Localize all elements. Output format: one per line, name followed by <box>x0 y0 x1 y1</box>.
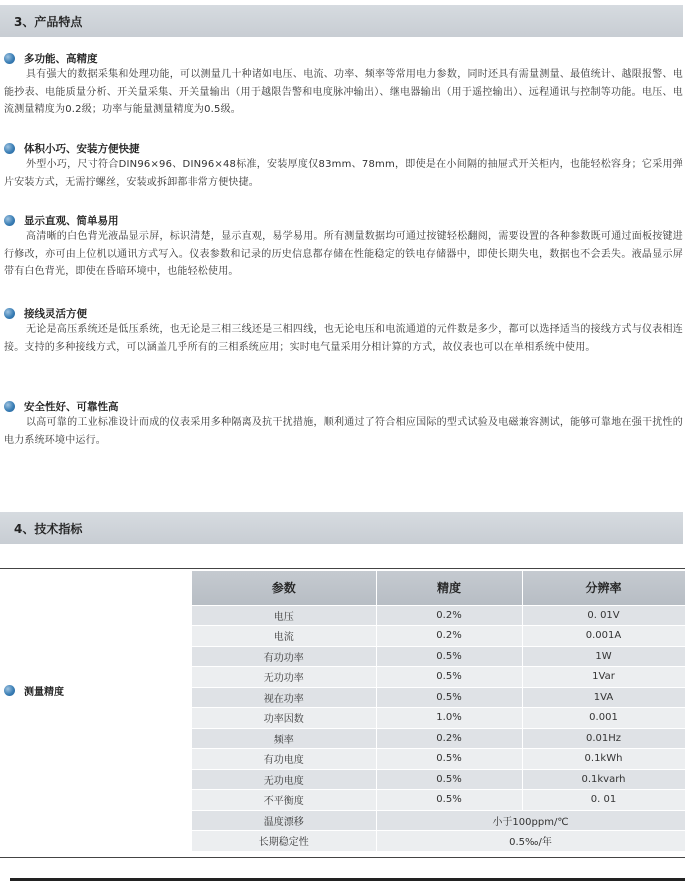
bullet-icon <box>4 685 15 696</box>
cell-accuracy: 0.5% <box>376 749 522 770</box>
cell-resolution: 0.001A <box>522 626 685 647</box>
cell-accuracy: 0.5% <box>376 646 522 667</box>
table-row <box>192 749 685 770</box>
cell-param: 无功功率 <box>192 667 376 688</box>
cell-accuracy: 0.5% <box>376 790 522 811</box>
feature-block <box>0 305 685 356</box>
bullet-icon <box>4 308 15 319</box>
feature-block <box>0 212 685 281</box>
cell-resolution: 0. 01 <box>522 790 685 811</box>
spec-table <box>192 571 685 852</box>
cell-resolution: 1VA <box>522 687 685 708</box>
cell-merged-value: 小于100ppm/℃ <box>376 810 685 831</box>
feature-body: 高清晰的白色背光液晶显示屏，标识清楚，显示直观，易学易用。所有测量数据均可通过按键轻松翻阅，需要设置的各种参数既可通过面板按键进行修改，亦可由上位机以通讯方式写入。仪表参数和记录的历史信息都存储在性能稳定的铁电存储器中，即使长期失电，数据也不会丢失。液晶显示屏带有白色背光，即使在昏暗环境中，也能轻松使用。 <box>4 231 683 277</box>
feature-body: 具有强大的数据采集和处理功能，可以测量几十种诸如电压、电流、功率、频率等常用电力参数，同时还具有需量测量、最值统计、越限报警、电能抄表、电能质量分析、开关量采集、开关量输出（用于越限告警和电度脉冲输出）、继电器输出（用于遥控输出）、远程通讯与控制等功能。电压、电流测量精度为0.2级；功率与能量测量精度为0.5级。 <box>4 69 683 115</box>
section-header-product-features <box>0 5 683 37</box>
section-title: 3、产品特点 <box>14 14 83 29</box>
feature-title: 安全性好、可靠性高 <box>24 400 119 413</box>
cell-accuracy: 0.5% <box>376 687 522 708</box>
section-header-tech-specs <box>0 512 683 544</box>
table-row <box>192 605 685 626</box>
cell-param: 长期稳定性 <box>192 831 376 852</box>
feature-block <box>0 50 685 119</box>
cell-param: 有功电度 <box>192 749 376 770</box>
bullet-icon <box>4 215 15 226</box>
cell-accuracy: 0.5% <box>376 769 522 790</box>
table-row <box>192 646 685 667</box>
cell-resolution: 0.1kvarh <box>522 769 685 790</box>
feature-title: 多功能、高精度 <box>24 52 98 65</box>
header-accuracy: 精度 <box>376 571 522 605</box>
table-top-rule <box>0 568 685 569</box>
table-header-row <box>192 571 685 605</box>
table-row <box>192 667 685 688</box>
cell-resolution: 0.001 <box>522 708 685 729</box>
table-row <box>192 626 685 647</box>
table-bottom-rule <box>0 857 685 858</box>
spec-row-label <box>0 682 64 698</box>
table-row <box>192 790 685 811</box>
feature-title: 体积小巧、安装方便快捷 <box>24 142 140 155</box>
footer-rule <box>10 878 685 881</box>
cell-resolution: 1W <box>522 646 685 667</box>
header-resolution: 分辨率 <box>522 571 685 605</box>
cell-param: 有功功率 <box>192 646 376 667</box>
feature-title: 显示直观、简单易用 <box>24 214 119 227</box>
bullet-icon <box>4 401 15 412</box>
cell-param: 电流 <box>192 626 376 647</box>
table-row-merged <box>192 831 685 852</box>
cell-param: 电压 <box>192 605 376 626</box>
table-row <box>192 769 685 790</box>
cell-param: 频率 <box>192 728 376 749</box>
cell-accuracy: 0.2% <box>376 626 522 647</box>
cell-merged-value: 0.5‰/年 <box>376 831 685 852</box>
feature-block <box>0 398 685 449</box>
feature-body: 以高可靠的工业标准设计而成的仪表采用多种隔离及抗干扰措施，顺利通过了符合相应国际的型式试验及电磁兼容测试，能够可靠地在强干扰性的电力系统环境中运行。 <box>4 417 683 446</box>
cell-param: 不平衡度 <box>192 790 376 811</box>
cell-param: 视在功率 <box>192 687 376 708</box>
table-row <box>192 728 685 749</box>
feature-body: 无论是高压系统还是低压系统，也无论是三相三线还是三相四线，也无论电压和电流通道的元件数是多少，都可以选择适当的接线方式与仪表相连接。支持的多种接线方式，可以涵盖几乎所有的三相系统应用；实时电气量采用分相计算的方式，故仪表也可以在单相系统中使用。 <box>4 324 683 353</box>
table-row-merged <box>192 810 685 831</box>
cell-accuracy: 0.2% <box>376 728 522 749</box>
bullet-icon <box>4 53 15 64</box>
cell-accuracy: 1.0% <box>376 708 522 729</box>
cell-param: 功率因数 <box>192 708 376 729</box>
section-title: 4、技术指标 <box>14 521 83 536</box>
cell-accuracy: 0.2% <box>376 605 522 626</box>
table-row <box>192 708 685 729</box>
cell-resolution: 0.1kWh <box>522 749 685 770</box>
cell-param: 无功电度 <box>192 769 376 790</box>
cell-resolution: 0. 01V <box>522 605 685 626</box>
cell-accuracy: 0.5% <box>376 667 522 688</box>
cell-param: 温度漂移 <box>192 810 376 831</box>
table-row <box>192 687 685 708</box>
spec-row-label-text: 测量精度 <box>24 686 64 698</box>
cell-resolution: 1Var <box>522 667 685 688</box>
feature-title: 接线灵活方便 <box>24 307 87 320</box>
feature-block <box>0 140 685 191</box>
feature-body: 外型小巧，尺寸符合DIN96×96、DIN96×48标准，安装厚度仅83mm、78mm，即使是在小间隔的抽屉式开关柜内，也能轻松容身；它采用弹片安装方式，无需拧螺丝，安装或拆卸都非常方便快捷。 <box>4 159 683 188</box>
header-param: 参数 <box>192 571 376 605</box>
bullet-icon <box>4 143 15 154</box>
cell-resolution: 0.01Hz <box>522 728 685 749</box>
